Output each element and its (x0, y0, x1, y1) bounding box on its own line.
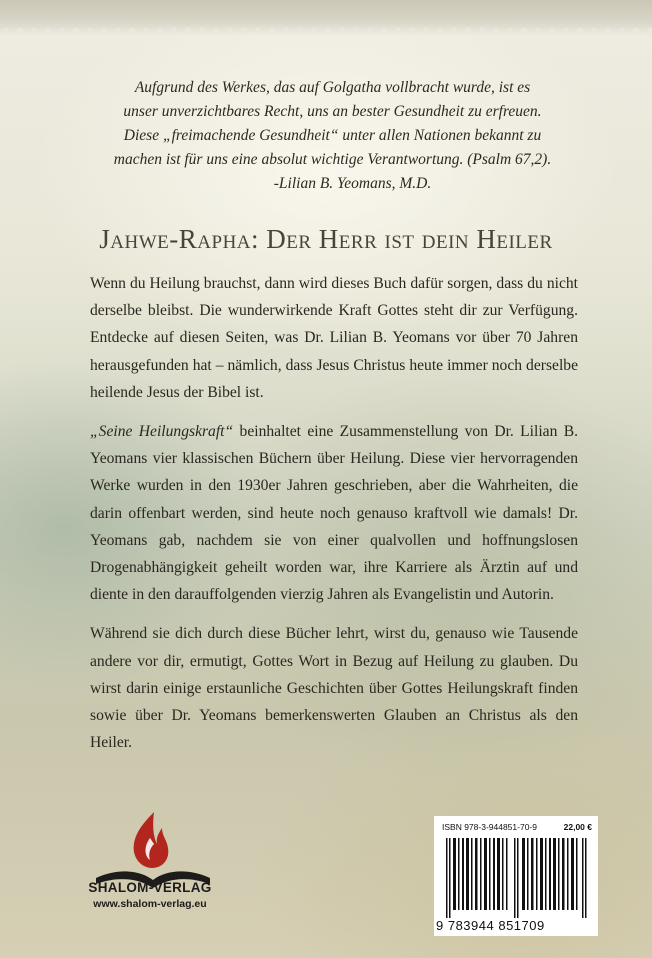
paragraph (90, 418, 578, 608)
paragraph-text: beinhaltet eine Zusammenstellung von Dr. Lilian B. Yeomans vier klassischen Büchern über Heilung. Diese vier hervorragenden Werke wurden in den 1930er Jahren geschrieben, aber die Wahrheiten, die darin offenbart werden, sind heute noch genauso kraftvoll wie damals! Dr. Yeomans gab, nachdem sie von einer qualvollen und hoffnungslosen Drogenabhängigkeit geheilt worden war, ihre Karriere als Ärztin auf und diente in den darauffolgenden vierzig Jahren als Evangelistin und Autorin. (90, 423, 578, 604)
quote-line: unser unverzichtbares Recht, uns an bester Gesundheit zu erfreuen. (123, 103, 542, 120)
barcode-bars (442, 838, 592, 918)
isbn: ISBN 978-3-944851-70-9 (442, 822, 537, 832)
isbn-line (442, 822, 592, 832)
publisher-url: www.shalom-verlag.eu (93, 898, 207, 910)
barcode-number: 9 783944 851709 (436, 918, 545, 933)
quote-line: machen ist für uns eine absolut wichtige Verantwortung. (Psalm 67,2). (113, 151, 552, 168)
barcode-box (434, 816, 598, 936)
blurb (90, 270, 578, 768)
paragraph: Während sie dich durch diese Bücher lehrt, wirst du, genauso wie Tausende andere vor dir, ermutigt, Gottes Wort in Bezug auf Heilung zu glauben. Du wirst darin einige erstaunliche Geschichten über Gottes Heilungskraft finden sowie über Dr. Yeomans bemerkenswerten Glauben an Christus als den Heiler. (90, 625, 578, 752)
torn-edge (0, 26, 652, 36)
price: 22,00 € (563, 822, 592, 832)
quote-line: Aufgrund des Werkes, das auf Golgatha vollbracht wurde, ist es (134, 79, 531, 96)
quote-block (70, 76, 595, 196)
publisher-name: SHALOM-VERLAG (88, 880, 212, 895)
quote-line: Diese „freimachende Gesundheit“ unter allen Nationen bekannt zu (123, 127, 542, 144)
book-title: „Seine Heilungskraft“ (90, 423, 234, 441)
headline: Jahwe-Rapha: Der Herr ist dein Heiler (99, 224, 553, 254)
paragraph: Wenn du Heilung brauchst, dann wird dieses Buch dafür sorgen, dass du nicht derselbe bleibst. Die wunderwirkende Kraft Gottes steht dir zur Verfügung. Entdecke auf diesen Seiten, was Dr. Lilian B. Yeomans vor über 70 Jahren herausgefunden hat – nämlich, dass Jesus Christus heute immer noch derselbe heilende Jesus der Bibel ist. (90, 275, 578, 401)
quote-author: -Lilian B. Yeomans, M.D. (273, 175, 432, 192)
